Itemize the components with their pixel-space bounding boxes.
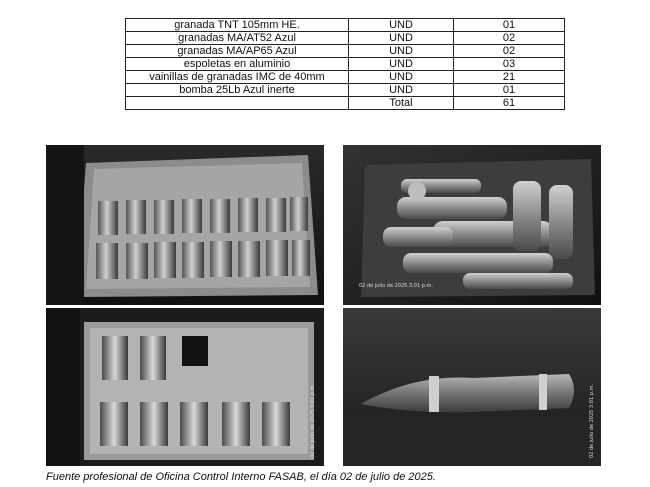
item-qty: 21	[454, 71, 565, 84]
table-row	[126, 58, 565, 71]
cartridge-row-lower	[96, 240, 310, 279]
item-qty: 02	[454, 32, 565, 45]
item-name: granadas MA/AP65 Azul	[126, 45, 349, 58]
photo-timestamp: 02 de julio de 2025 3:01 p.m.	[359, 283, 433, 289]
item-qty: 01	[454, 84, 565, 97]
table-row	[126, 45, 565, 58]
table-row	[126, 19, 565, 32]
photo-open-case	[46, 308, 324, 466]
table-row	[126, 84, 565, 97]
total-label: Total	[349, 97, 454, 110]
photo-timestamp: 02 de julio de 2025 3:01 p.m.	[310, 384, 316, 458]
total-qty: 61	[454, 97, 565, 110]
item-qty: 01	[454, 19, 565, 32]
photo-cartridge-tray	[46, 145, 324, 305]
item-unit: UND	[349, 58, 454, 71]
photo-munitions-pile	[343, 145, 601, 305]
item-unit: UND	[349, 19, 454, 32]
item-name: granadas MA/AT52 Azul	[126, 32, 349, 45]
item-unit: UND	[349, 45, 454, 58]
item-qty: 02	[454, 45, 565, 58]
photo-timestamp: 02 de julio de 2025 3:01 p.m.	[589, 384, 595, 458]
item-unit: UND	[349, 32, 454, 45]
table-row	[126, 71, 565, 84]
inventory-table	[125, 18, 565, 110]
figure-caption: Fuente profesional de Oficina Control Interno FASAB, el día 02 de julio de 2025.	[46, 471, 436, 483]
item-unit: UND	[349, 84, 454, 97]
item-qty: 03	[454, 58, 565, 71]
artillery-shell-picture	[343, 308, 601, 466]
item-unit: UND	[349, 71, 454, 84]
total-spacer	[126, 97, 349, 110]
munitions-pile-picture	[343, 145, 601, 305]
item-name: espoletas en aluminio	[126, 58, 349, 71]
item-name: granada TNT 105mm HE.	[126, 19, 349, 32]
table-row	[126, 32, 565, 45]
photo-artillery-shell	[343, 308, 601, 466]
total-row	[126, 97, 565, 110]
open-case-picture	[46, 308, 324, 466]
item-name: bomba 25Lb Azul inerte	[126, 84, 349, 97]
cartridge-tray-picture	[46, 145, 324, 305]
item-name: vainillas de granadas IMC de 40mm	[126, 71, 349, 84]
